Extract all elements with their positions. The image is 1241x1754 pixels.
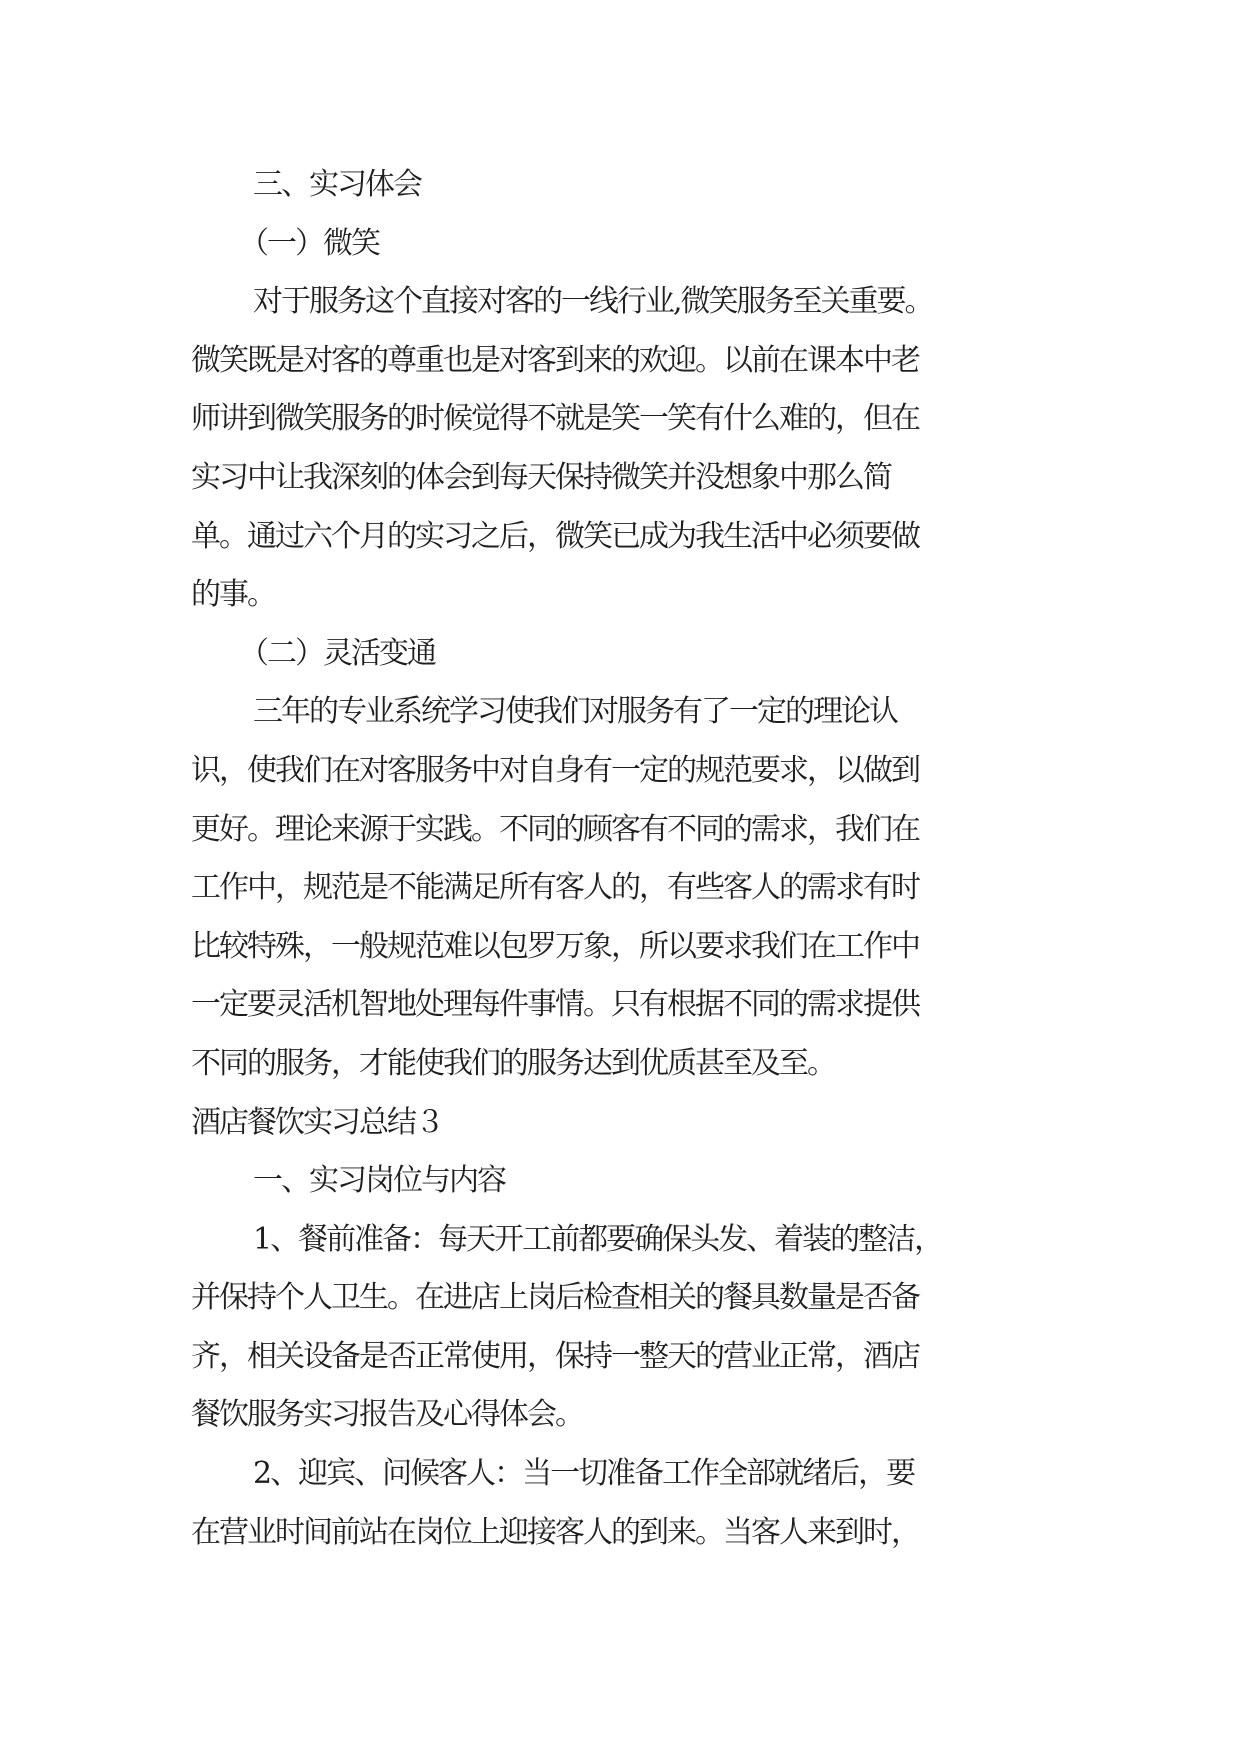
text-line: 三年的专业系统学习使我们对服务有了一定的理论认 <box>253 694 897 730</box>
text-line: 1、餐前准备：每天开工前都要确保头发、着装的整洁， <box>253 1221 943 1257</box>
text-line: 更好。理论来源于实践。不同的顾客有不同的需求，我们在 <box>191 811 919 847</box>
text-line: 三、实习体会 <box>253 167 421 202</box>
text-line: （一）微笑 <box>239 225 379 261</box>
text-line: 并保持个人卫生。在进店上岗后检查相关的餐具数量是否备 <box>191 1280 919 1316</box>
text-line: 微笑既是对客的尊重也是对客到来的欢迎。以前在课本中老 <box>191 342 919 378</box>
text-line: 不同的服务，才能使我们的服务达到优质甚至及至。 <box>191 1045 835 1081</box>
text-line: 比较特殊，一般规范难以包罗万象，所以要求我们在工作中 <box>191 928 919 964</box>
text-line: 识，使我们在对客服务中对自身有一定的规范要求，以做到 <box>191 752 919 788</box>
text-line: 单。通过六个月的实习之后，微笑已成为我生活中必须要做 <box>191 518 919 554</box>
text-line: 对于服务这个直接对客的一线行业,微笑服务至关重要。 <box>253 284 933 320</box>
text-line: 师讲到微笑服务的时候觉得不就是笑一笑有什么难的，但在 <box>191 401 919 437</box>
text-line: 一定要灵活机智地处理每件事情。只有根据不同的需求提供 <box>191 987 919 1023</box>
text-line: 实习中让我深刻的体会到每天保持微笑并没想象中那么简 <box>191 459 891 495</box>
text-line: （二）灵活变通 <box>239 635 435 671</box>
text-line: 工作中，规范是不能满足所有客人的，有些客人的需求有时 <box>191 870 919 906</box>
text-line: 一、实习岗位与内容 <box>253 1163 505 1199</box>
text-line: 的事。 <box>191 577 275 613</box>
text-line: 2、迎宾、问候客人：当一切准备工作全部就绪后，要 <box>253 1456 915 1492</box>
text-line: 在营业时间前站在岗位上迎接客人的到来。当客人来到时， <box>191 1514 919 1550</box>
document-body <box>191 156 1091 1562</box>
text-line: 酒店餐饮实习总结３ <box>191 1104 443 1140</box>
text-line: 餐饮服务实习报告及心得体会。 <box>191 1397 583 1433</box>
text-line: 齐，相关设备是否正常使用，保持一整天的营业正常，酒店 <box>191 1338 919 1374</box>
